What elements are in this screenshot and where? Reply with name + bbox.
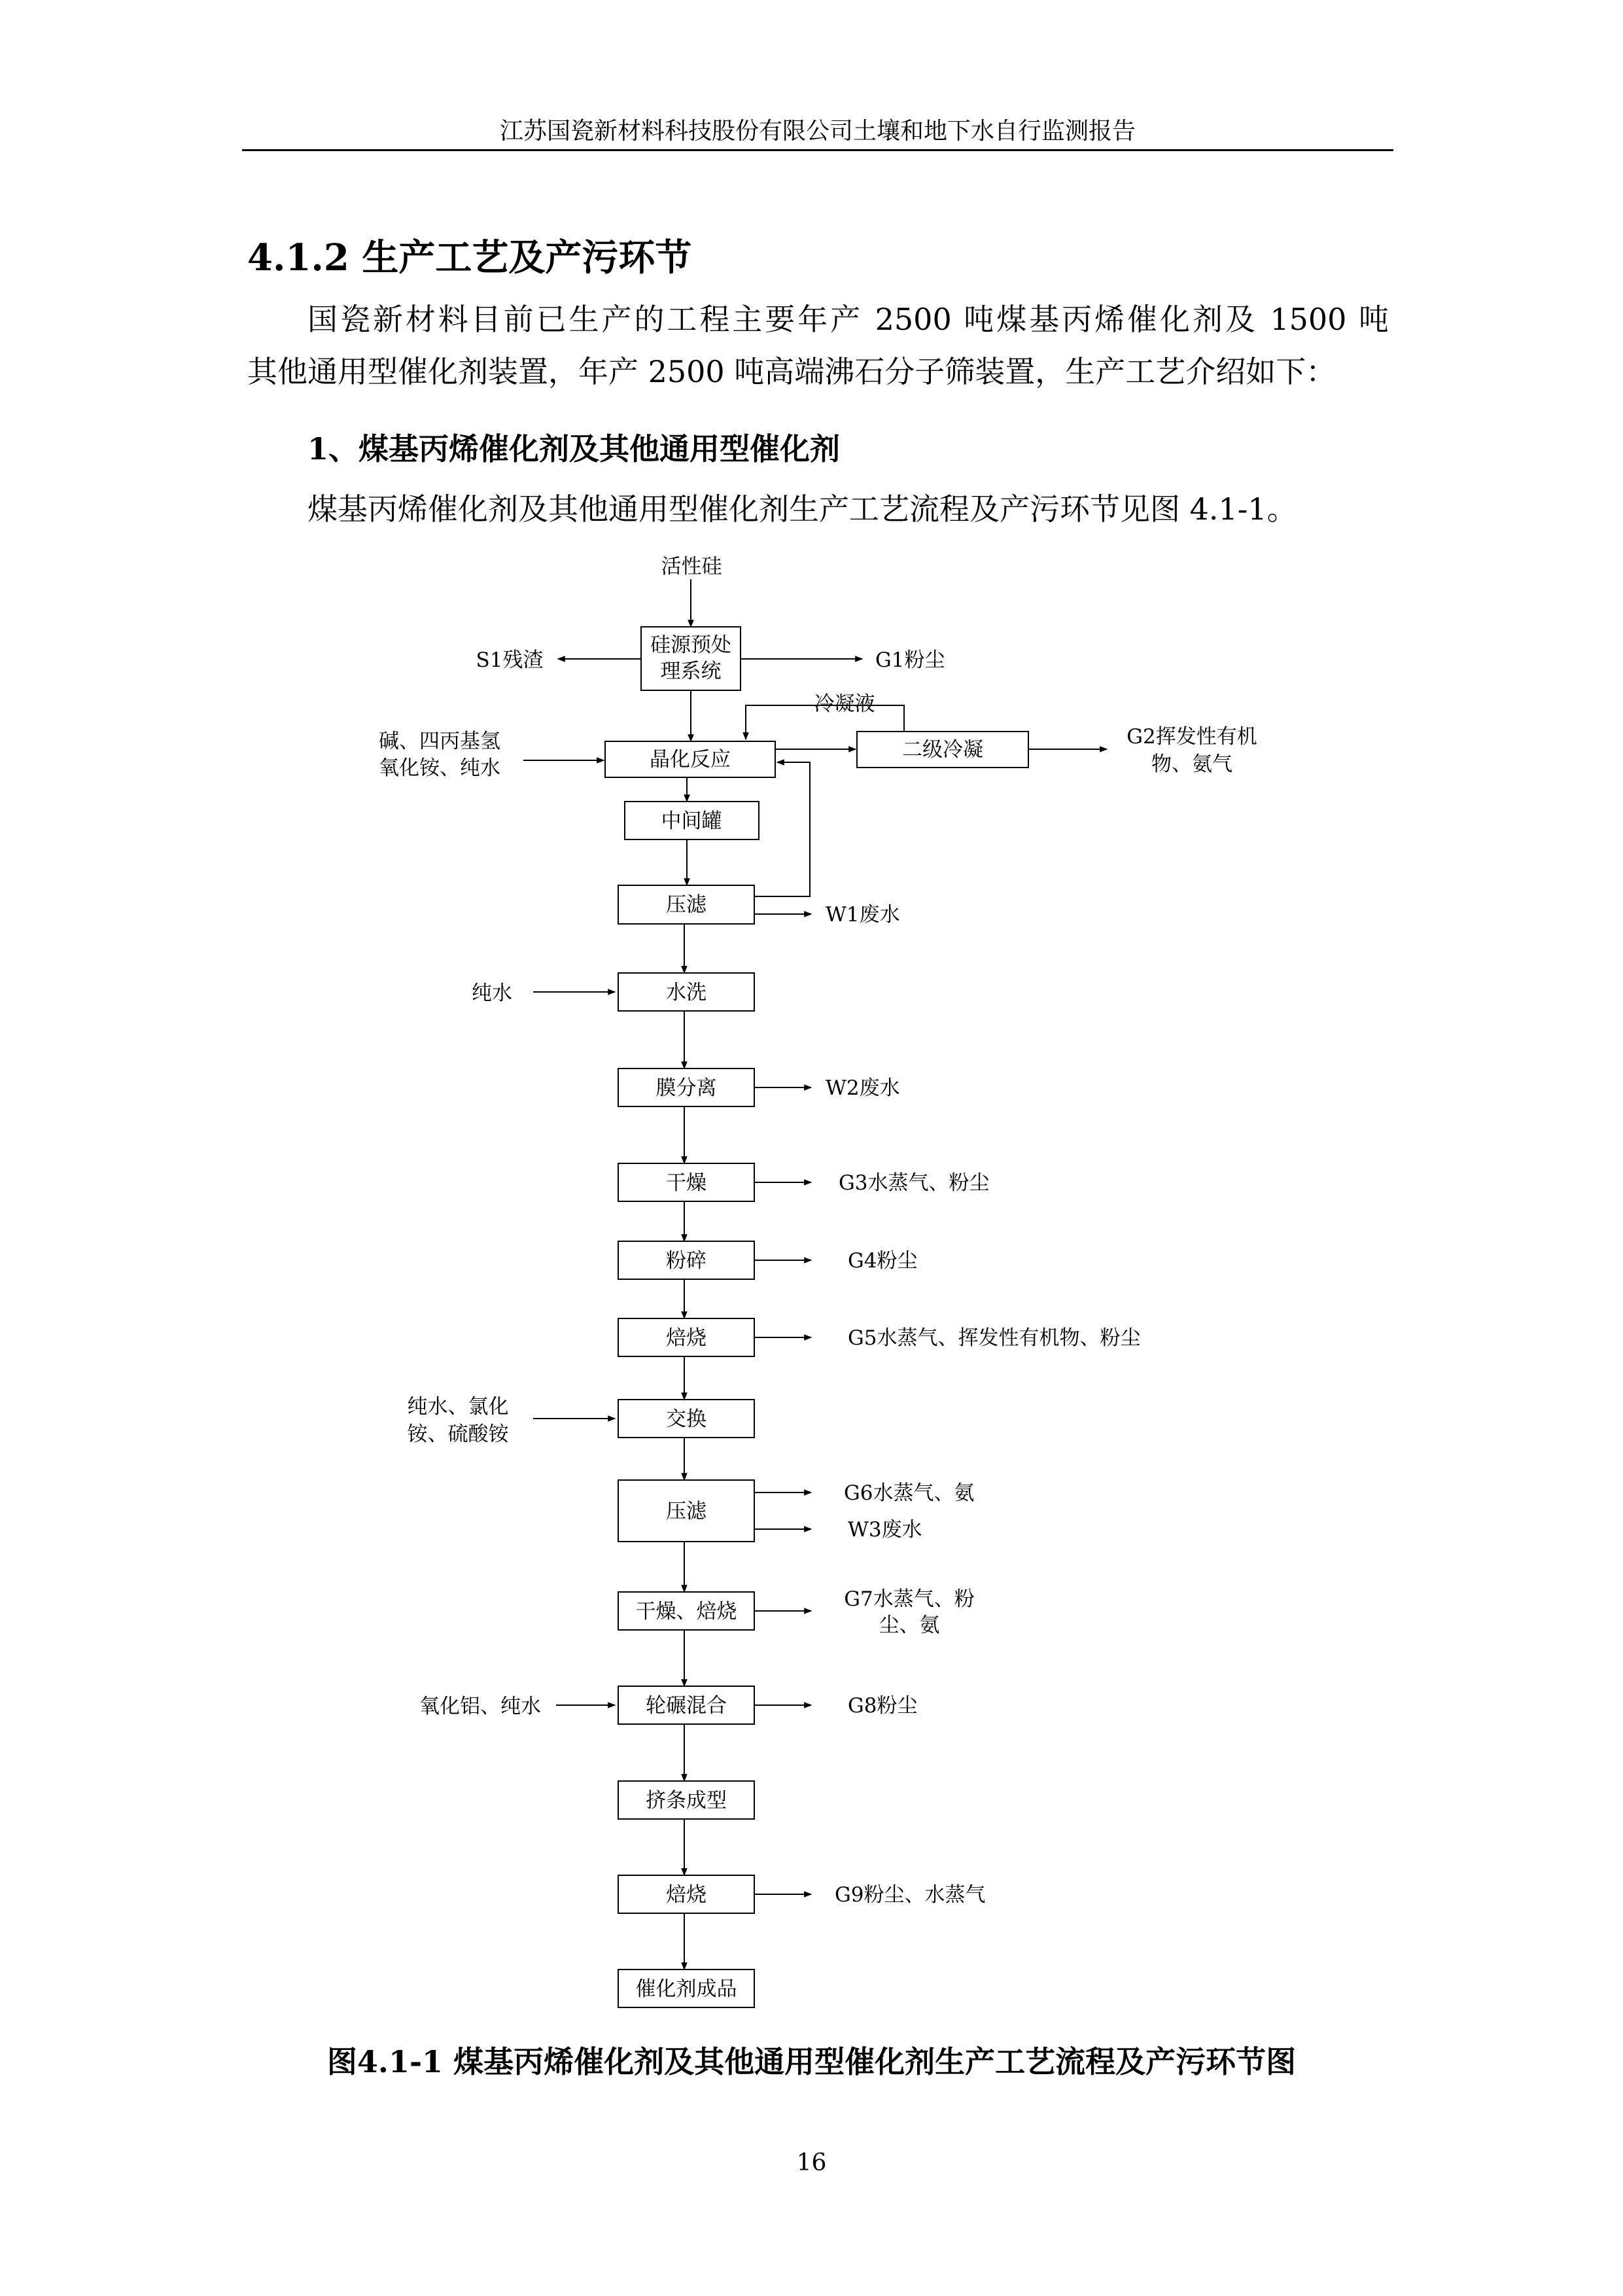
node-extrusion <box>618 1781 754 1819</box>
output-w1: W1废水 <box>826 903 900 927</box>
output-g6: G6水蒸气、氨 <box>844 1481 975 1505</box>
node-exchange <box>618 1400 754 1438</box>
section-heading: 4.1.2 生产工艺及产污环节 <box>247 236 692 279</box>
input-pure-water: 纯水 <box>472 981 512 1005</box>
node-drying-1-label: 干燥 <box>666 1171 707 1195</box>
page-header-title: 江苏国瓷新材料科技股份有限公司土壤和地下水自行监测报告 <box>499 118 1136 145</box>
node-extrusion-label: 挤条成型 <box>646 1789 727 1812</box>
node-product-label: 催化剂成品 <box>635 1977 737 2001</box>
sub-heading: 1、煤基丙烯催化剂及其他通用型催化剂 <box>307 431 841 467</box>
page-number: 16 <box>796 2149 827 2176</box>
node-intermediate-tank <box>625 802 759 839</box>
node-water-wash <box>618 973 754 1011</box>
output-g7-line-2: 尘、氨 <box>879 1614 940 1637</box>
node-intermediate-tank-label: 中间罐 <box>661 809 722 833</box>
input-alkali-line-1: 碱、四丙基氢 <box>379 730 500 753</box>
output-g5: G5水蒸气、挥发性有机物、粉尘 <box>848 1326 1141 1350</box>
node-roller-mixing <box>618 1686 754 1724</box>
arrow-filter1-recycle <box>754 762 810 896</box>
node-exchange-label: 交换 <box>666 1407 707 1431</box>
node-roller-mixing-label: 轮碾混合 <box>646 1694 727 1718</box>
output-s1: S1残渣 <box>476 648 544 672</box>
node-silicon-pretreat-line-2: 理系统 <box>660 660 722 683</box>
paragraph-2: 煤基丙烯催化剂及其他通用型催化剂生产工艺流程及产污环节见图 4.1-1。 <box>307 491 1297 527</box>
node-press-filter-2 <box>618 1480 754 1542</box>
paragraph-1-line-2: 其他通用型催化剂装置，年产 2500 吨高端沸石分子筛装置，生产工艺介绍如下： <box>247 354 1336 389</box>
input-alumina: 氧化铝、纯水 <box>419 1695 541 1718</box>
node-crushing-label: 粉碎 <box>666 1249 707 1273</box>
output-g2-line-2: 物、氨气 <box>1151 752 1232 776</box>
node-silicon-pretreat <box>641 627 741 690</box>
input-exchange-agents-line-1: 纯水、氯化 <box>407 1395 509 1419</box>
node-roasting-2 <box>618 1875 754 1913</box>
node-crystallization <box>605 741 775 777</box>
node-silicon-pretreat-line-1: 硅源预处 <box>650 633 731 657</box>
node-press-filter-2-label: 压滤 <box>666 1500 707 1523</box>
node-press-filter-1 <box>618 885 754 924</box>
node-press-filter-1-label: 压滤 <box>666 893 707 917</box>
output-g3: G3水蒸气、粉尘 <box>839 1171 990 1195</box>
output-g1: G1粉尘 <box>875 648 945 672</box>
node-membrane-separation-label: 膜分离 <box>655 1076 717 1100</box>
node-product <box>618 1969 754 2007</box>
output-g8: G8粉尘 <box>848 1694 918 1718</box>
node-drying-1 <box>618 1163 754 1201</box>
node-crushing <box>618 1241 754 1279</box>
node-two-stage-condensation-label: 二级冷凝 <box>902 738 983 762</box>
node-roasting-1 <box>618 1318 754 1356</box>
node-dry-roast <box>618 1592 754 1630</box>
node-roasting-2-label: 焙烧 <box>666 1883 707 1907</box>
flow-connectors <box>523 579 1107 1969</box>
output-w3: W3废水 <box>848 1518 922 1542</box>
output-w2: W2废水 <box>826 1076 900 1100</box>
output-g2-line-1: G2挥发性有机 <box>1126 725 1257 749</box>
node-membrane-separation <box>618 1069 754 1106</box>
output-g7-line-1: G7水蒸气、粉 <box>844 1587 975 1611</box>
input-active-silicon: 活性硅 <box>661 555 722 578</box>
output-condensate: 冷凝液 <box>814 692 875 716</box>
node-water-wash-label: 水洗 <box>666 981 707 1004</box>
input-alkali-line-2: 氧化铵、纯水 <box>379 756 500 780</box>
input-exchange-agents-line-2: 铵、硫酸铵 <box>407 1422 509 1446</box>
node-crystallization-label: 晶化反应 <box>650 748 731 771</box>
node-dry-roast-label: 干燥、焙烧 <box>635 1600 737 1623</box>
output-g9: G9粉尘、水蒸气 <box>835 1883 986 1907</box>
figure-caption: 图4.1-1 煤基丙烯催化剂及其他通用型催化剂生产工艺流程及产污环节图 <box>326 2044 1297 2079</box>
paragraph-1-line-1: 国瓷新材料目前已生产的工程主要年产 2500 吨煤基丙烯催化剂及 1500 吨 <box>307 302 1389 337</box>
output-g4: G4粉尘 <box>848 1249 918 1273</box>
node-roasting-1-label: 焙烧 <box>666 1326 707 1350</box>
node-two-stage-condensation <box>857 732 1028 768</box>
